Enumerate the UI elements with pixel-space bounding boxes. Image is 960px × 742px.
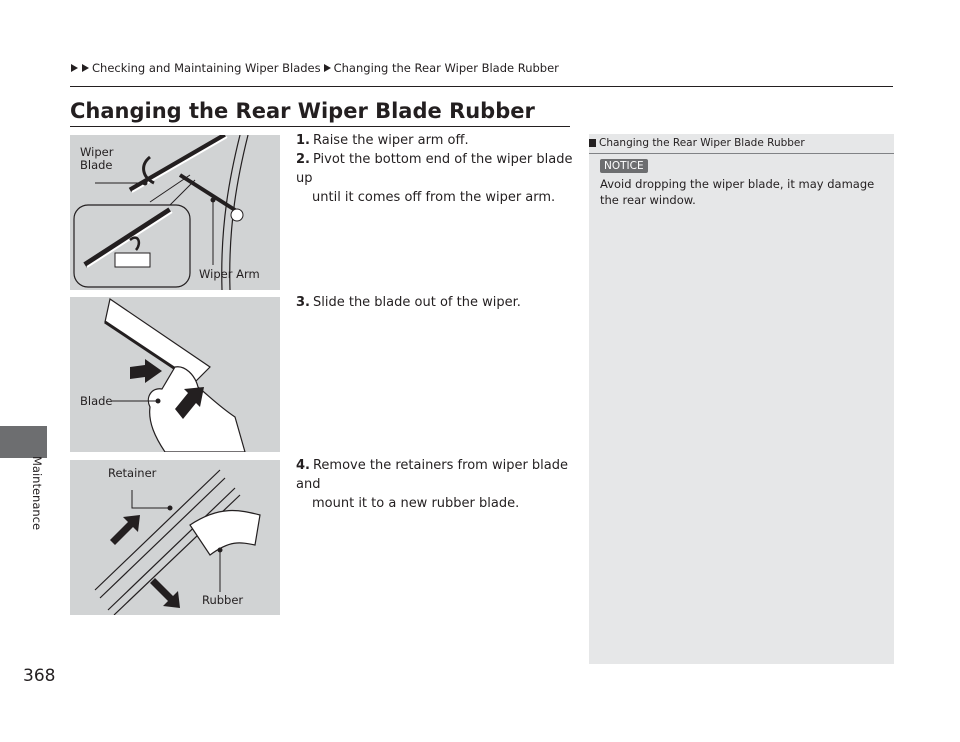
wiper-blade-callout — [80, 146, 113, 172]
step-text-line2: mount it to a new rubber blade. — [312, 496, 520, 511]
step-number: 4. — [296, 458, 310, 473]
retainer-callout: Retainer — [108, 466, 157, 480]
note-reference-icon — [589, 139, 596, 147]
side-note-panel — [589, 134, 894, 664]
wiper-blade-label-line1: Wiper — [80, 145, 114, 159]
wiper-blade-label-line2: Blade — [80, 158, 113, 173]
breadcrumb-arrow-icon — [71, 64, 78, 72]
page-title: Changing the Rear Wiper Blade Rubber — [70, 99, 535, 123]
section-tab-label: Maintenance — [30, 456, 44, 531]
step-number: 2. — [296, 152, 310, 167]
figure-wiper-arm — [70, 135, 280, 290]
step-3 — [296, 293, 586, 312]
step-number: 3. — [296, 295, 310, 310]
blade-callout: Blade — [80, 394, 113, 408]
breadcrumb-section-link[interactable]: Checking and Maintaining Wiper Blades — [92, 61, 321, 75]
step-4 — [296, 456, 586, 513]
blade-slide-illustration — [70, 297, 280, 452]
step-text: Slide the blade out of the wiper. — [312, 295, 521, 310]
notice-text: Avoid dropping the wiper blade, it may damage the rear window. — [600, 177, 875, 207]
side-note-heading-text: Changing the Rear Wiper Blade Rubber — [599, 137, 805, 149]
header-rule — [70, 86, 893, 87]
notice-badge: NOTICE — [600, 159, 648, 173]
figure-retainer-rubber — [70, 460, 280, 615]
step-text: Raise the wiper arm off. — [312, 133, 469, 148]
step-text-line1: Pivot the bottom end of the wiper blade up — [296, 152, 573, 186]
step-2 — [296, 150, 586, 207]
step-1 — [296, 131, 586, 150]
breadcrumb — [70, 61, 559, 75]
breadcrumb-current-page: Changing the Rear Wiper Blade Rubber — [333, 61, 559, 75]
wiper-arm-callout: Wiper Arm — [199, 267, 260, 281]
breadcrumb-arrow-icon — [82, 64, 89, 72]
page-number: 368 — [23, 666, 56, 686]
side-note-heading — [589, 137, 894, 154]
step-text-line1: Remove the retainers from wiper blade and — [296, 458, 568, 492]
retainer-rubber-illustration — [70, 460, 280, 615]
figure-blade-slide — [70, 297, 280, 452]
title-rule — [70, 126, 570, 127]
step-text-line2: until it comes off from the wiper arm. — [312, 190, 556, 205]
section-tab-marker[interactable] — [0, 426, 47, 458]
step-number: 1. — [296, 133, 310, 148]
rubber-callout: Rubber — [202, 593, 244, 607]
breadcrumb-arrow-icon — [324, 64, 331, 72]
